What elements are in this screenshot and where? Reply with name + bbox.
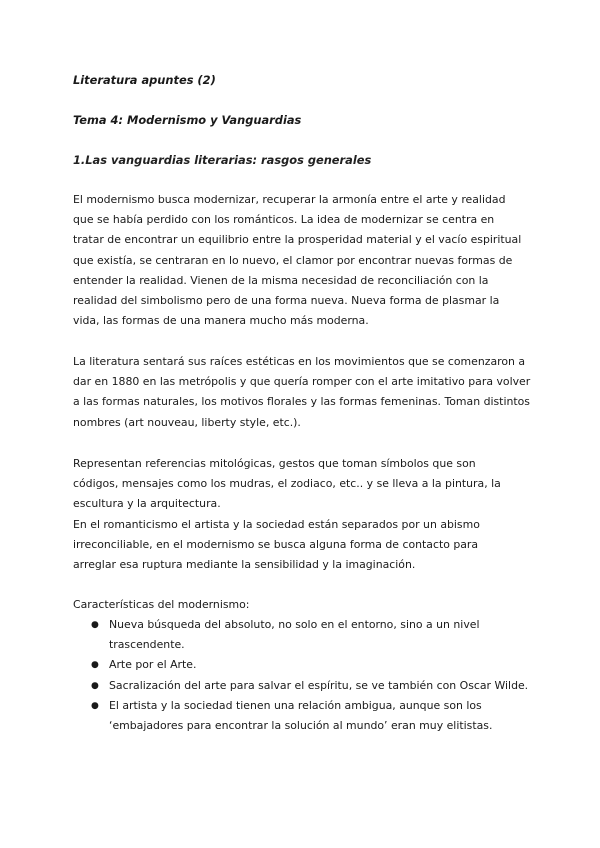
subsection-title: 1.Las vanguardias literarias: rasgos generales bbox=[73, 153, 372, 167]
paragraph-line: tratar de encontrar un equilibrio entre la prosperidad material y el vacío espiritual bbox=[73, 233, 522, 247]
list-heading: Características del modernismo: bbox=[73, 598, 250, 611]
list-item-line: Sacralización del arte para salvar el espíritu, se ve también con Oscar Wilde. bbox=[109, 678, 529, 692]
list-item-line: ‘embajadores para encontrar la solución al mundo’ eran muy elitistas. bbox=[109, 719, 493, 733]
paragraph-literatura bbox=[73, 352, 531, 433]
paragraph-line: arreglar esa ruptura mediante la sensibilidad y la imaginación. bbox=[73, 558, 416, 572]
list-item-line: Arte por el Arte. bbox=[109, 658, 197, 672]
paragraph-line: realidad del simbolismo pero de una forma nueva. Nueva forma de plasmar la bbox=[73, 294, 500, 308]
list-item-line: Nueva búsqueda del absoluto, no solo en el entorno, sino a un nivel bbox=[109, 618, 480, 631]
paragraph-line: dar en 1880 en las metrópolis y que quería romper con el arte imitativo para volver bbox=[73, 375, 531, 389]
bullet-icon: ● bbox=[91, 680, 99, 691]
paragraph-line: que se había perdido con los románticos. La idea de modernizar se centra en bbox=[73, 213, 495, 227]
paragraph-line: códigos, mensajes como los mudras, el zodiaco, etc.. y se lleva a la pintura, la bbox=[73, 477, 501, 491]
section-title: Tema 4: Modernismo y Vanguardias bbox=[73, 113, 302, 127]
list-item-line: trascendente. bbox=[109, 638, 185, 652]
bullet-icon: ● bbox=[91, 660, 99, 671]
characteristics-list bbox=[73, 615, 528, 736]
list-item bbox=[73, 615, 528, 655]
paragraph-line: En el romanticismo el artista y la sociedad están separados por un abismo bbox=[73, 517, 480, 531]
paragraph-line: que existía, se centraran en lo nuevo, el clamor por encontrar nuevas formas de bbox=[73, 253, 513, 267]
paragraph-line: El modernismo busca modernizar, recuperar la armonía entre el arte y realidad bbox=[73, 193, 506, 206]
paragraph-line: Representan referencias mitológicas, gestos que toman símbolos que son bbox=[73, 457, 476, 470]
list-item bbox=[73, 655, 528, 675]
paragraph-line: nombres (art nouveau, liberty style, etc.). bbox=[73, 415, 301, 429]
paragraph-modernismo-intro bbox=[73, 190, 522, 331]
paragraph-line: a las formas naturales, los motivos florales y las formas femeninas. Toman distintos bbox=[73, 395, 530, 409]
bullet-icon: ● bbox=[91, 620, 99, 630]
list-item bbox=[73, 676, 528, 696]
document-title: Literatura apuntes (2) bbox=[73, 73, 216, 87]
bullet-icon: ● bbox=[91, 700, 99, 711]
paragraph-line: La literatura sentará sus raíces estéticas en los movimientos que se comenzaron a bbox=[73, 355, 526, 368]
list-item bbox=[73, 696, 528, 736]
list-item-line: El artista y la sociedad tienen una relación ambigua, aunque son los bbox=[109, 698, 482, 712]
paragraph-line: irreconciliable, en el modernismo se busca alguna forma de contacto para bbox=[73, 537, 479, 551]
paragraph-line: escultura y la arquitectura. bbox=[73, 497, 221, 511]
paragraph-line: entender la realidad. Vienen de la misma necesidad de reconciliación con la bbox=[73, 273, 489, 287]
paragraph-referencias bbox=[73, 454, 508, 575]
paragraph-line: vida, las formas de una manera mucho más moderna. bbox=[73, 314, 369, 328]
